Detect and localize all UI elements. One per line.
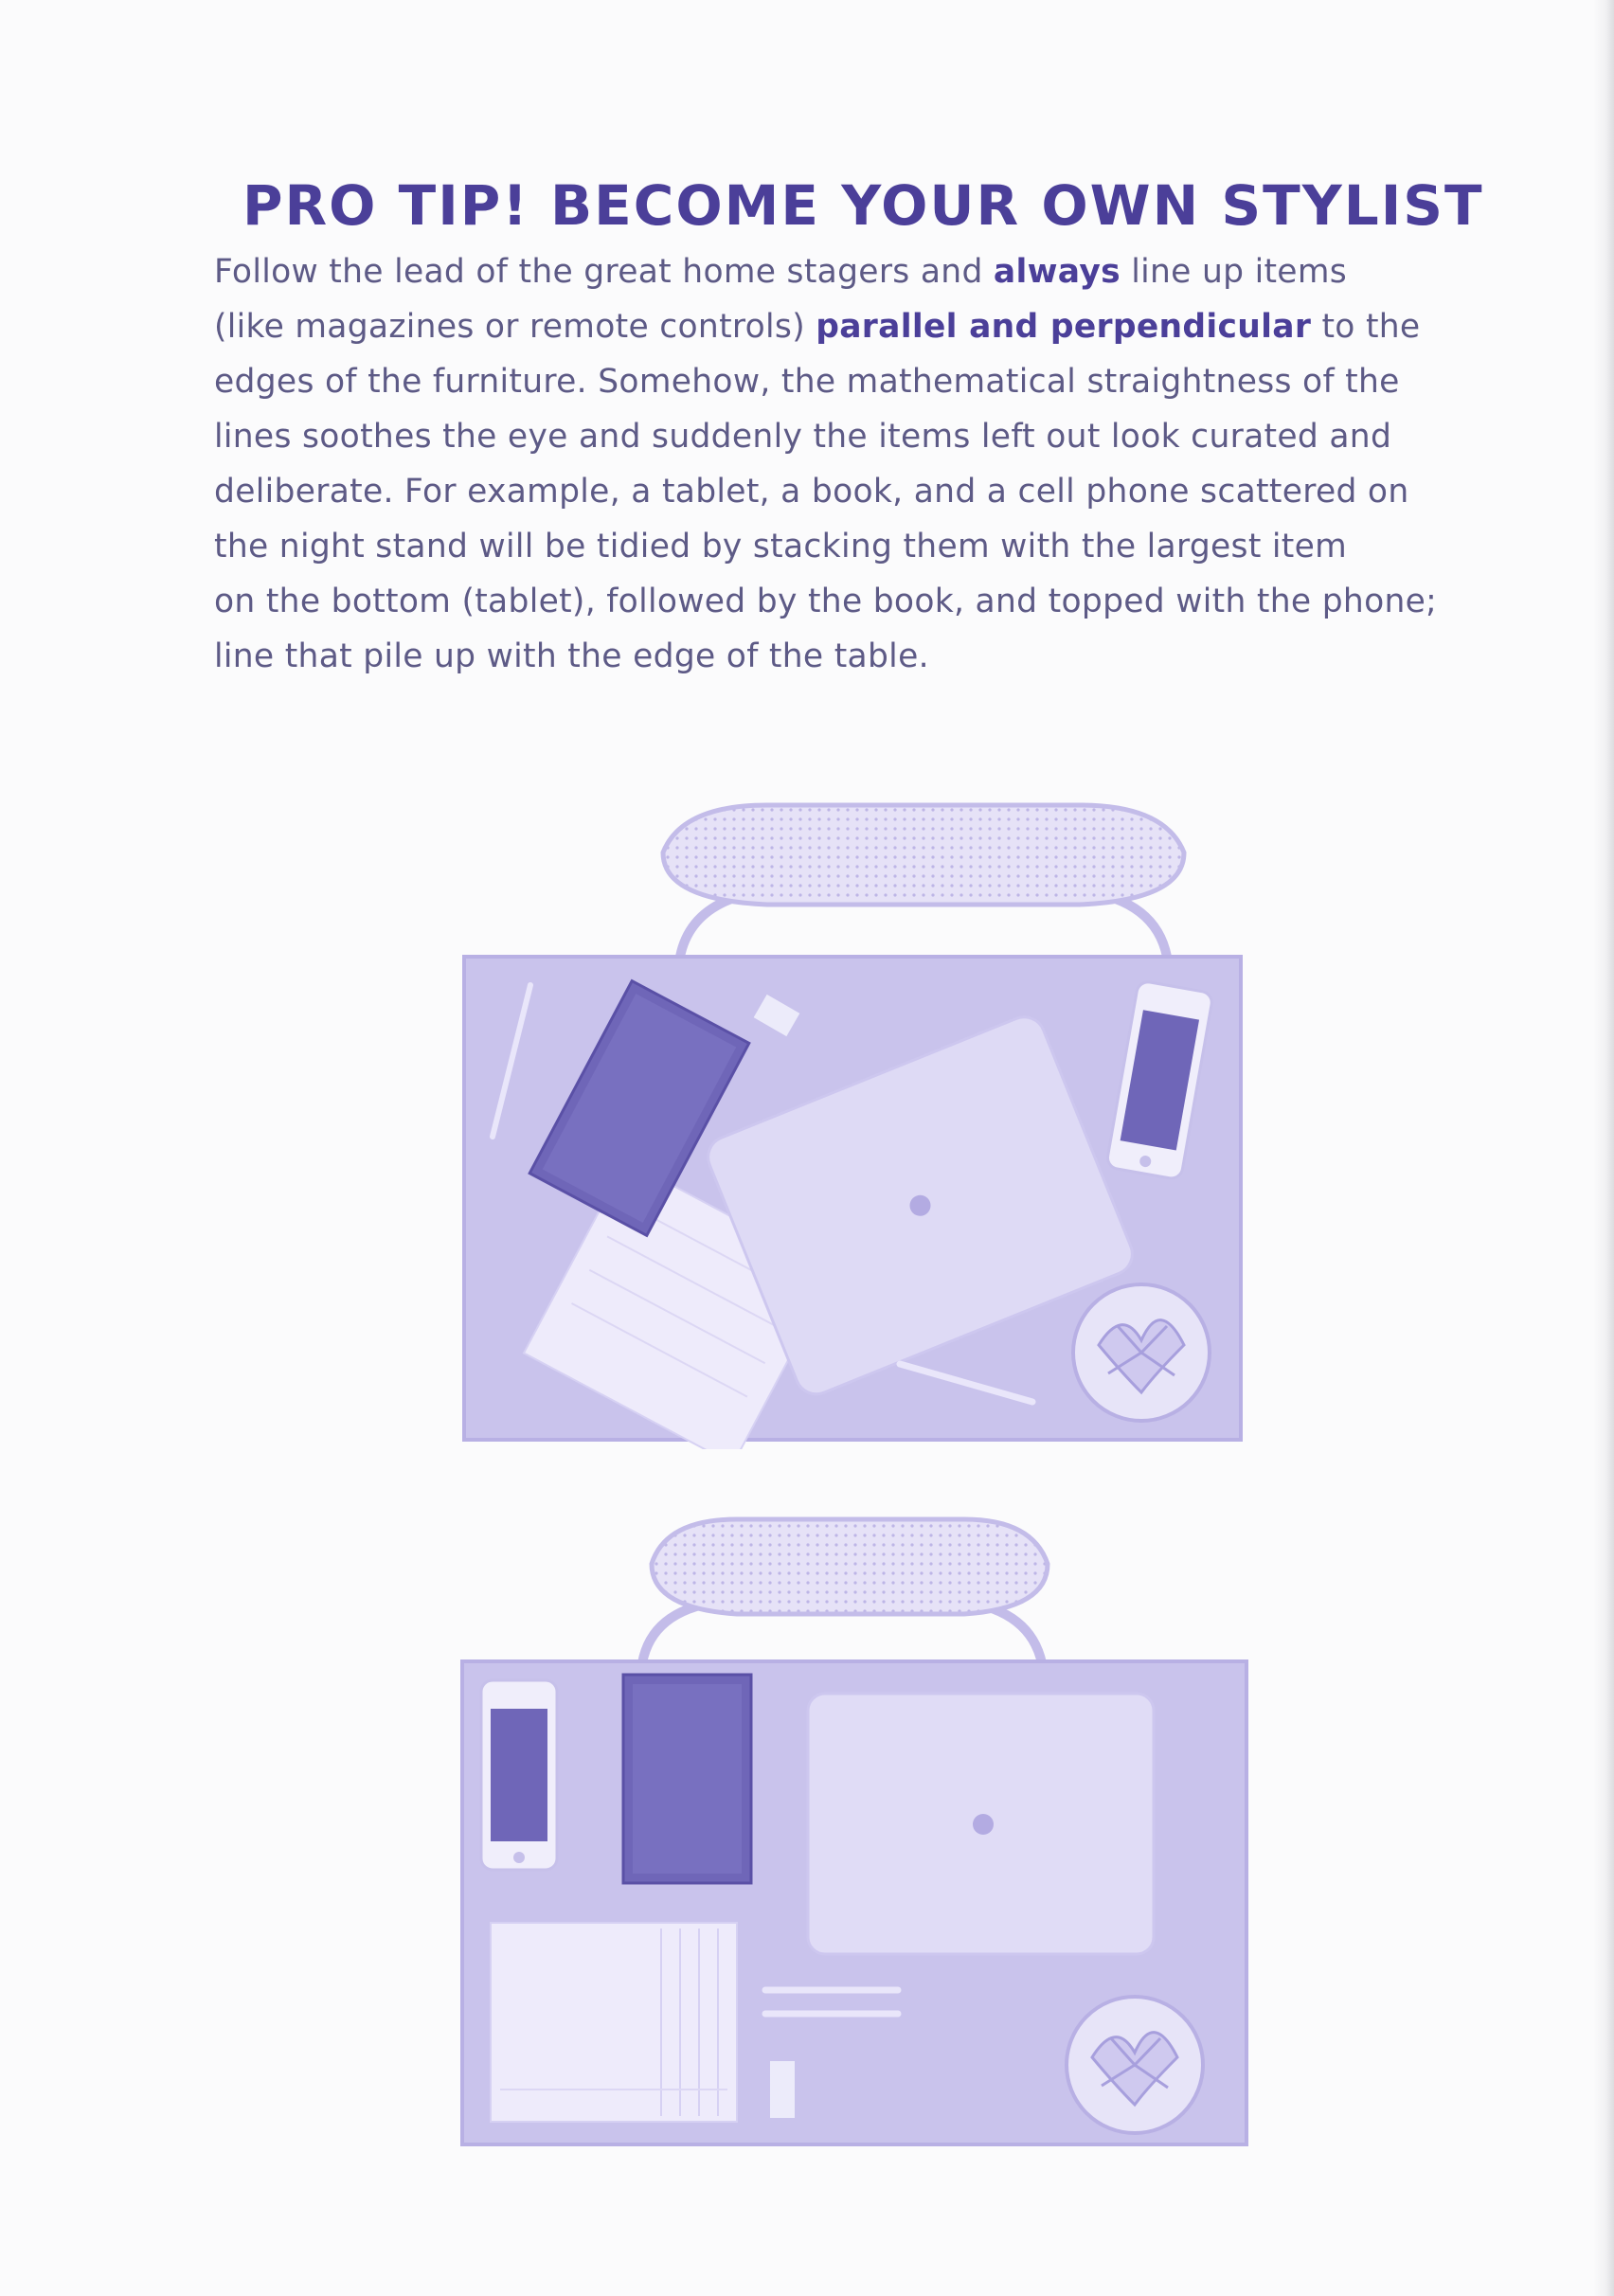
tip-heading-text: PRO TIP! BECOME YOUR OWN STYLIST bbox=[242, 172, 1484, 238]
tidy-desk-svg bbox=[453, 1512, 1252, 2156]
succulent-icon bbox=[1073, 1284, 1210, 1421]
tip-line: edges of the furniture. Somehow, the mathematical straightness of the bbox=[214, 363, 1400, 401]
tip-line: lines soothes the eye and suddenly the items left out look curated and bbox=[214, 418, 1392, 456]
page-edge-shadow bbox=[1593, 0, 1614, 2296]
chair-icon bbox=[642, 1519, 1048, 1663]
tip-line: (like magazines or remote controls) parallel and perpendicular to the bbox=[214, 308, 1421, 346]
succulent-icon bbox=[1067, 1997, 1203, 2133]
tip-line: Follow the lead of the great home stagers and always line up items bbox=[214, 253, 1347, 291]
messy-desk-svg bbox=[455, 796, 1250, 1449]
tip-line: the night stand will be tidied by stacking them with the largest item bbox=[214, 528, 1348, 565]
tablet-icon bbox=[808, 1694, 1154, 1954]
tidy-desk-illustration bbox=[453, 1512, 1252, 2156]
tip-body bbox=[214, 244, 1474, 684]
eraser-icon bbox=[770, 2061, 795, 2118]
notebook-icon bbox=[491, 1923, 737, 2122]
tip-heading bbox=[216, 168, 1484, 243]
tip-line: deliberate. For example, a tablet, a book, and a cell phone scattered on bbox=[214, 473, 1409, 511]
phone-icon bbox=[481, 1680, 557, 1870]
book-icon bbox=[623, 1675, 751, 1883]
messy-desk-illustration bbox=[455, 796, 1250, 1449]
tip-line: line that pile up with the edge of the table. bbox=[214, 637, 929, 675]
tip-line: on the bottom (tablet), followed by the book, and topped with the phone; bbox=[214, 583, 1438, 620]
chair-icon bbox=[663, 805, 1184, 957]
